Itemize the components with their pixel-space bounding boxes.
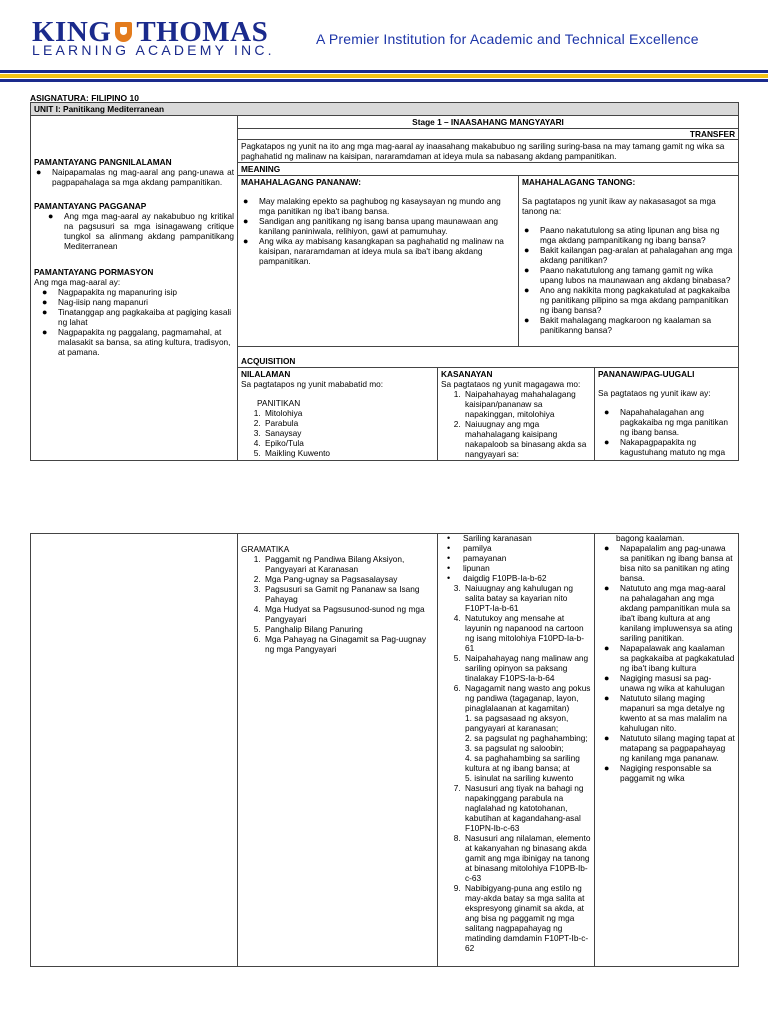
kasanayan-item: 5. Naipahahayag nang malinaw ang sariling opinyon sa paksang tinalakay F10PS-Ia-b-64 (463, 653, 591, 683)
tanong-cell (519, 176, 739, 347)
transfer-cell (238, 129, 739, 163)
pananaw-item: ● Ang wika ay mabisang kasangkapan sa paghahatid ng malinaw na kaisipan, nararamdaman at ideya mula sa iba't ibang akdang pampanitikan. (255, 236, 515, 266)
kasanayan-item: 9. Nabibigyang-puna ang estilo ng may-akda batay sa mga salita at ekspresyong ginamit sa akda, at ang bisa ng paggamit ng mga salitang nagpapahayag ng matinding damdamin F10PT-Ib-c-62 (463, 883, 591, 953)
pokus-text: Nagagamit nang wasto ang pokus ng pandiwa (tagaganap, layon, pinaglalaanan at kagamitan) (465, 683, 591, 713)
panitikan-item: 5. Maikling Kuwento (263, 448, 434, 458)
pananaw-title: MAHAHALAGANG PANANAW: (241, 177, 361, 187)
header-stripe-yellow (0, 74, 768, 78)
logo-subtitle: LEARNING ACADEMY INC. (32, 42, 275, 58)
pormasyon-title: PAMANTAYANG PORMASYON (34, 267, 154, 277)
pananaw-cell (238, 176, 519, 347)
tanong-title: MAHAHALAGANG TANONG: (522, 177, 636, 187)
curriculum-table-page2 (30, 533, 738, 967)
kasanayan-title: KASANAYAN (441, 369, 493, 379)
acquisition-label: ACQUISITION (238, 347, 739, 368)
uugali-item: ● Napapalalim ang pag-unawa sa panitikan ng ibang bansa at bisa nito sa panitikan ng ating bansa. (616, 543, 735, 583)
gramatika-item: 2. Mga Pang-ugnay sa Pagsasalaysay (263, 574, 434, 584)
kasanayan-sub-item: • lipunan (459, 563, 591, 573)
uugali-item: ● Napapalawak ang kaalaman sa pagkakaiba at pagkakatulad ng iba't ibang kultura (616, 643, 735, 673)
kasanayan-cell (438, 368, 595, 461)
panitikan-label: PANITIKAN (257, 398, 301, 408)
uugali-intro: Sa pagtataos ng yunit ikaw ay: (598, 388, 711, 398)
crest-icon (115, 22, 132, 42)
kasanayan-item (463, 683, 591, 783)
panitikan-item: 3. Sanaysay (263, 428, 434, 438)
gramatika-item: 4. Mga Hudyat sa Pagsusunod-sunod ng mga Pangyayari (263, 604, 434, 624)
uugali-item: ● Nagiging masusi sa pag-unawa ng wika at kahulugan (616, 673, 735, 693)
gramatika-item: 3. Pagsusuri sa Gamit ng Pananaw sa Isang Pahayag (263, 584, 434, 604)
kasanayan-item: 4. Natutukoy ang mensahe at layunin ng napanood na cartoon ng isang mitolohiya F10PD-Ia-b-61 (463, 613, 591, 653)
uugali-item: ● Napahahalagahan ang pagkakaiba ng mga panitikan ng ibang bansa. (616, 407, 735, 437)
nilalaman-title: NILALAMAN (241, 369, 291, 379)
tanong-item: ● Bakit mahalagang magkaroon ng kaalaman sa panitikanng bansa? (536, 315, 735, 335)
uugali-item: ● Nagiging responsable sa paggamit ng wika (616, 763, 735, 783)
nilalaman-intro: Sa pagtatapos ng yunit mababatid mo: (241, 379, 384, 389)
kasanayan-sub-item: • daigdig F10PB-Ia-b-62 (459, 573, 591, 583)
kasanayan-intro: Sa pagtataos ng yunit magagawa mo: (441, 379, 581, 389)
uugali-item: ● Nakapagpapakita ng kagustuhang matuto ng mga (616, 437, 735, 457)
tanong-intro: Sa pagtatapos ng yunit ikaw ay nakasasagot sa mga tanong na: (522, 196, 716, 216)
kasanayan-item: 7. Nasusuri ang tiyak na bahagi ng napakinggang parabula na naglalahad ng katotohanan, kabutihan at kagandahang-asal F10PN-Ib-c-63 (463, 783, 591, 833)
pormasyon-intro: Ang mga mag-aaral ay: (34, 277, 121, 287)
uugali-item: ● Natututo ang mga mag-aaral na pahalagahan ang mga akdang pampanitikan mula sa iba't ibang kultura at ang kanilang impluwensya sa ating sariling panitikan. (616, 583, 735, 643)
panitikan-item: 2. Parabula (263, 418, 434, 428)
gramatika-label: GRAMATIKA (241, 544, 290, 554)
pormasyon-item: ● Nagpapakita ng paggalang, pagmamahal, at malasakit sa bansa, sa ating kultura, tradisyon, at pamana. (54, 327, 234, 357)
pagganap-item: ● Ang mga mag-aaral ay nakabubuo ng kritikal na pagsusuri sa mga isinagawang critique tungkol sa alinmang akdang pampanitikang Mediterranean (60, 211, 234, 251)
uugali-continued-text: bagong kaalaman. (616, 533, 685, 543)
gramatika-item: 6. Mga Pahayag na Ginagamit sa Pag-uugnay ng mga Pangyayari (263, 634, 434, 654)
nilalaman-cell (238, 368, 438, 461)
uugali-cell (595, 368, 739, 461)
pormasyon-item: ● Tinatanggap ang pagkakaiba at pagiging kasali ng lahat (54, 307, 234, 327)
pokus-sub-item: 5. isinulat na sariling kuwento (465, 773, 574, 783)
panitikan-item: 1. Mitolohiya (263, 408, 434, 418)
tanong-item: ● Ano ang nakikita mong pagkakatulad at pagkakaiba ng panitikang pilipino sa mga akdang pampanitikan ng ibang bansa? (536, 285, 735, 315)
kasanayan-sub-item: • pamayanan (459, 553, 591, 563)
pagganap-title: PAMANTAYANG PAGGANAP (34, 201, 147, 211)
tanong-item: ● Paano nakatutulong sa ating lipunan ang bisa ng mga akdang pampanitikang ng ibang bansa? (536, 225, 735, 245)
header-stripe-blue (0, 70, 768, 73)
uugali-item: ● Natututo silang maging mapanuri sa mga detalye ng kwento at sa mas malalim na kahulugan nito. (616, 693, 735, 733)
meaning-label: MEANING (238, 163, 739, 176)
pokus-sub-item: 2. sa pagsulat ng paghahambing; (465, 733, 588, 743)
pokus-sub-item: 1. sa pagsasaad ng aksyon, pangyayari at karanasan; (465, 713, 569, 733)
pormasyon-item: ● Nagpapakita ng mapanuring isip (54, 287, 234, 297)
unit-title: UNIT I: Panitikang Mediterranean (31, 103, 739, 116)
kasanayan-sub-item: • Sariling karanasan (459, 533, 591, 543)
pananaw-item: ● May malaking epekto sa paghubog ng kasaysayan ng mundo ang mga panitikan ng iba't ibang bansa. (255, 196, 515, 216)
pokus-sub-item: 4. sa paghahambing sa sariling kultura at ng ibang bansa; at (465, 753, 580, 773)
curriculum-table-page1 (30, 102, 738, 461)
tanong-item: ● Paano nakatutulong ang tamang gamit ng wika upang lubos na maunawaan ang akdang binabasa? (536, 265, 735, 285)
stage-title: Stage 1 – INAASAHANG MANGYAYARI (238, 116, 739, 129)
gramatika-item: 1. Paggamit ng Pandiwa Bilang Aksiyon, Pangyayari at Karanasan (263, 554, 434, 574)
uugali-title: PANANAW/PAG-UUGALI (598, 369, 695, 379)
pokus-sub-item: 3. sa pagsulat ng saloobin; (465, 743, 564, 753)
transfer-label: TRANSFER (238, 129, 738, 140)
asignatura-label: ASIGNATURA: FILIPINO 10 (30, 93, 139, 103)
tagline: A Premier Institution for Academic and Technical Excellence (316, 31, 699, 47)
logo-word-king: KING (32, 15, 112, 48)
kasanayan-cell-continued (438, 534, 595, 967)
uugali-cell-continued (595, 534, 739, 967)
pananaw-item: ● Sandigan ang panitikang ng isang bansa upang maunawaan ang kanilang paniniwala, relihiyon, gawi at pamumuhay. (255, 216, 515, 236)
pormasyon-item: ● Nag-iisip nang mapanuri (54, 297, 234, 307)
kasanayan-item: 2. Naiuugnay ang mga mahahalagang kaisipang nakapaloob sa binasang akda sa nangyayari sa: (463, 419, 591, 459)
kasanayan-item: 8. Nasusuri ang nilalaman, elemento at kakanyahan ng binasang akda gamit ang mga ibinigay na tanong at binasang mitolohiya F10PB-Ib-c-63 (463, 833, 591, 883)
header-stripe-blue-lower (0, 79, 768, 82)
standards-cell (31, 116, 238, 461)
uugali-item: ● Natututo silang maging tapat at matapang sa pagpapahayag ng kanilang mga pananaw. (616, 733, 735, 763)
gramatika-item: 5. Panghalip Bilang Panuring (263, 624, 434, 634)
standards-cell-continued (31, 534, 238, 967)
kasanayan-sub-item: • pamilya (459, 543, 591, 553)
pangnilalaman-title: PAMANTAYANG PANGNILALAMAN (34, 157, 172, 167)
page-header (0, 0, 768, 90)
logo-word-thomas: THOMAS (136, 15, 269, 48)
gramatika-cell (238, 534, 438, 967)
kasanayan-item: 3. Naiuugnay ang kahulugan ng salita batay sa kayarian nito F10PT-Ia-b-61 (463, 583, 591, 613)
tanong-item: ● Bakit kailangan pag-aralan at pahalagahan ang mga akdang panitikan? (536, 245, 735, 265)
kasanayan-item: 1. Naipahahayag mahahalagang kaisipan/pananaw sa napakinggan, mitolohiya (463, 389, 591, 419)
pangnilalaman-item: ● Naipapamalas ng mag-aaral ang pang-unawa at pagpapahalaga sa mga akdang pampanitikan. (48, 167, 234, 187)
panitikan-item: 4. Epiko/Tula (263, 438, 434, 448)
transfer-text: Pagkatapos ng yunit na ito ang mga mag-aaral ay inaasahang makabubuo ng sariling suring-basa na may tamang gamit ng wika sa paghahatid ng malinaw na kaisipan, nararamdaman at ideya mula sa nabasang akdang pampanitikan. (241, 141, 725, 161)
